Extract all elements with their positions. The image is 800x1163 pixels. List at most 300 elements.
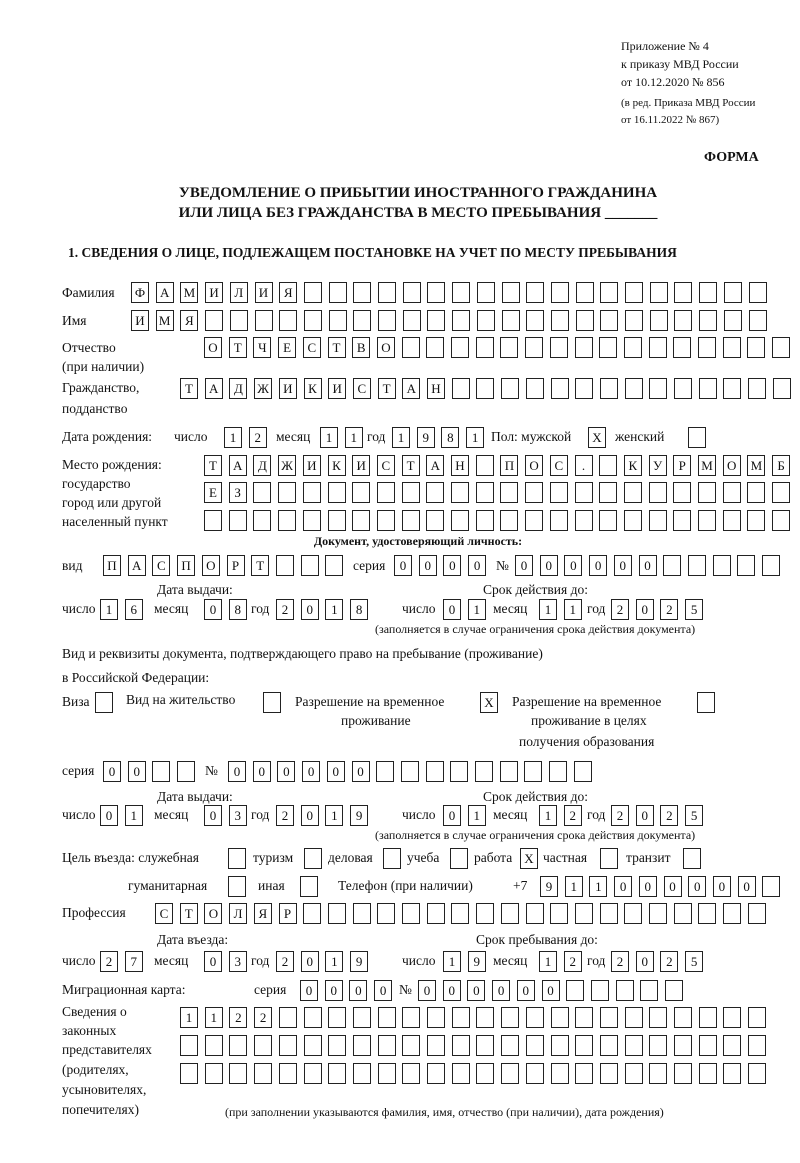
reps-2-cell[interactable]	[254, 1035, 272, 1056]
stay-series-cell[interactable]: 0	[128, 761, 146, 782]
citizenship-cell[interactable]: А	[205, 378, 223, 399]
profession-cell[interactable]	[526, 903, 544, 924]
surname-cell[interactable]	[477, 282, 495, 303]
reps-3-cell[interactable]	[402, 1063, 420, 1084]
birth-place-2-cell[interactable]	[673, 482, 691, 503]
mc-number-cell[interactable]: 0	[492, 980, 510, 1001]
patronymic-cell[interactable]	[550, 337, 568, 358]
id-number-cell[interactable]: 0	[564, 555, 582, 576]
birth-place-2-cell[interactable]	[451, 482, 469, 503]
reps-2-cell[interactable]	[304, 1035, 322, 1056]
reps-1-cell[interactable]	[378, 1007, 396, 1028]
surname-cell[interactable]: А	[156, 282, 174, 303]
mc-series-cell[interactable]: 0	[374, 980, 392, 1001]
birth-place-3-cell[interactable]	[426, 510, 444, 531]
name-cell[interactable]	[279, 310, 297, 331]
entry-day-cell[interactable]: 2	[100, 951, 118, 972]
profession-cell[interactable]: О	[204, 903, 222, 924]
id-valid-day-cell[interactable]: 0	[443, 599, 461, 620]
stay-number-cell[interactable]: 0	[352, 761, 370, 782]
sex-male-checkbox[interactable]: X	[588, 427, 606, 448]
reps-1-cell[interactable]	[575, 1007, 593, 1028]
patronymic-cell[interactable]: О	[377, 337, 395, 358]
reps-2-cell[interactable]	[205, 1035, 223, 1056]
surname-cell[interactable]	[576, 282, 594, 303]
stay-number-cell[interactable]	[475, 761, 493, 782]
patronymic-cell[interactable]: О	[204, 337, 222, 358]
stay-number-cell[interactable]	[401, 761, 419, 782]
birth-place-1-cell[interactable]: С	[377, 455, 395, 476]
phone-cell[interactable]	[762, 876, 780, 897]
profession-cell[interactable]	[600, 903, 618, 924]
birth-place-3-cell[interactable]	[352, 510, 370, 531]
birth-place-1-cell[interactable]: .	[575, 455, 593, 476]
patronymic-cell[interactable]	[698, 337, 716, 358]
patronymic-cell[interactable]: С	[303, 337, 321, 358]
reps-3-cell[interactable]	[699, 1063, 717, 1084]
reps-3-cell[interactable]	[575, 1063, 593, 1084]
reps-2-cell[interactable]	[427, 1035, 445, 1056]
reps-3-cell[interactable]	[205, 1063, 223, 1084]
id-number-cell[interactable]: 0	[515, 555, 533, 576]
name-cell[interactable]	[625, 310, 643, 331]
id-valid-year-cell[interactable]: 0	[636, 599, 654, 620]
citizenship-cell[interactable]: К	[304, 378, 322, 399]
id-series-cell[interactable]: 0	[468, 555, 486, 576]
purpose-business-checkbox[interactable]	[383, 848, 401, 869]
patronymic-cell[interactable]	[747, 337, 765, 358]
reps-1-cell[interactable]	[279, 1007, 297, 1028]
birth-place-3-cell[interactable]	[229, 510, 247, 531]
name-cell[interactable]	[699, 310, 717, 331]
reps-3-cell[interactable]	[649, 1063, 667, 1084]
patronymic-cell[interactable]	[772, 337, 790, 358]
id-issue-year-cell[interactable]: 0	[301, 599, 319, 620]
entry-year-cell[interactable]: 9	[350, 951, 368, 972]
citizenship-cell[interactable]: А	[402, 378, 420, 399]
stay-number-cell[interactable]	[500, 761, 518, 782]
id-number-cell[interactable]	[663, 555, 681, 576]
phone-cell[interactable]: 0	[713, 876, 731, 897]
id-kind-cell[interactable]: А	[128, 555, 146, 576]
birth-place-1-cell[interactable]: Б	[772, 455, 790, 476]
stay-issue-year-cell[interactable]: 9	[350, 805, 368, 826]
citizenship-cell[interactable]	[575, 378, 593, 399]
mc-number-cell[interactable]: 0	[542, 980, 560, 1001]
entry-month-cell[interactable]: 3	[229, 951, 247, 972]
stay-issue-year-cell[interactable]: 0	[301, 805, 319, 826]
surname-cell[interactable]	[329, 282, 347, 303]
id-issue-month-cell[interactable]: 8	[229, 599, 247, 620]
reps-1-cell[interactable]	[649, 1007, 667, 1028]
id-issue-month-cell[interactable]: 0	[204, 599, 222, 620]
citizenship-cell[interactable]: Ж	[254, 378, 272, 399]
stay-valid-year-cell[interactable]: 5	[685, 805, 703, 826]
mc-number-cell[interactable]	[665, 980, 683, 1001]
id-issue-day-cell[interactable]: 1	[100, 599, 118, 620]
profession-cell[interactable]	[674, 903, 692, 924]
profession-cell[interactable]	[550, 903, 568, 924]
surname-cell[interactable]	[600, 282, 618, 303]
reps-3-cell[interactable]	[229, 1063, 247, 1084]
surname-cell[interactable]	[650, 282, 668, 303]
citizenship-cell[interactable]	[551, 378, 569, 399]
reps-2-cell[interactable]	[526, 1035, 544, 1056]
id-valid-month-cell[interactable]: 1	[539, 599, 557, 620]
birth-place-1-cell[interactable]: М	[747, 455, 765, 476]
birth-place-1-cell[interactable]: И	[303, 455, 321, 476]
mc-number-cell[interactable]: 0	[467, 980, 485, 1001]
citizenship-cell[interactable]	[476, 378, 494, 399]
reps-1-cell[interactable]	[402, 1007, 420, 1028]
entry-year-cell[interactable]: 0	[301, 951, 319, 972]
birth-place-2-cell[interactable]	[525, 482, 543, 503]
stay-series-cell[interactable]: 0	[103, 761, 121, 782]
name-cell[interactable]	[255, 310, 273, 331]
surname-cell[interactable]: М	[180, 282, 198, 303]
stay-valid-month-cell[interactable]: 2	[564, 805, 582, 826]
profession-cell[interactable]	[575, 903, 593, 924]
birth-place-3-cell[interactable]	[649, 510, 667, 531]
surname-cell[interactable]	[452, 282, 470, 303]
birth-place-1-cell[interactable]	[599, 455, 617, 476]
reps-3-cell[interactable]	[452, 1063, 470, 1084]
purpose-work-checkbox[interactable]: X	[520, 848, 538, 869]
profession-cell[interactable]	[698, 903, 716, 924]
birth-place-1-cell[interactable]: С	[550, 455, 568, 476]
birth-place-2-cell[interactable]	[426, 482, 444, 503]
name-cell[interactable]	[304, 310, 322, 331]
birth-place-3-cell[interactable]	[550, 510, 568, 531]
stay-issue-day-cell[interactable]: 1	[125, 805, 143, 826]
reps-2-cell[interactable]	[674, 1035, 692, 1056]
birth-place-1-cell[interactable]: Т	[204, 455, 222, 476]
name-cell[interactable]	[724, 310, 742, 331]
reps-3-cell[interactable]	[328, 1063, 346, 1084]
birth-place-3-cell[interactable]	[698, 510, 716, 531]
reps-2-cell[interactable]	[279, 1035, 297, 1056]
patronymic-cell[interactable]	[451, 337, 469, 358]
stay-number-cell[interactable]	[376, 761, 394, 782]
name-cell[interactable]	[427, 310, 445, 331]
profession-cell[interactable]	[402, 903, 420, 924]
stay-until-year-cell[interactable]: 2	[611, 951, 629, 972]
reps-3-cell[interactable]	[427, 1063, 445, 1084]
birth-place-3-cell[interactable]	[303, 510, 321, 531]
reps-3-cell[interactable]	[600, 1063, 618, 1084]
profession-cell[interactable]: С	[155, 903, 173, 924]
birth-place-1-cell[interactable]: П	[500, 455, 518, 476]
stay-valid-day-cell[interactable]: 0	[443, 805, 461, 826]
mc-series-cell[interactable]: 0	[349, 980, 367, 1001]
birth-place-2-cell[interactable]	[352, 482, 370, 503]
reps-2-cell[interactable]	[229, 1035, 247, 1056]
reps-1-cell[interactable]	[699, 1007, 717, 1028]
reps-1-cell[interactable]: 1	[180, 1007, 198, 1028]
id-number-cell[interactable]	[762, 555, 780, 576]
birth-place-3-cell[interactable]	[575, 510, 593, 531]
profession-cell[interactable]: Т	[180, 903, 198, 924]
birth-place-1-cell[interactable]: О	[525, 455, 543, 476]
reps-1-cell[interactable]	[723, 1007, 741, 1028]
birth-place-2-cell[interactable]	[303, 482, 321, 503]
reps-1-cell[interactable]	[328, 1007, 346, 1028]
birth-place-1-cell[interactable]: У	[649, 455, 667, 476]
citizenship-cell[interactable]: Т	[378, 378, 396, 399]
mc-number-cell[interactable]: 0	[443, 980, 461, 1001]
purpose-tourism-checkbox[interactable]	[304, 848, 322, 869]
birth-place-1-cell[interactable]: Д	[253, 455, 271, 476]
profession-cell[interactable]	[328, 903, 346, 924]
id-number-cell[interactable]	[688, 555, 706, 576]
reps-1-cell[interactable]	[674, 1007, 692, 1028]
reps-2-cell[interactable]	[378, 1035, 396, 1056]
birth-place-2-cell[interactable]: З	[229, 482, 247, 503]
citizenship-cell[interactable]	[748, 378, 766, 399]
name-cell[interactable]: И	[131, 310, 149, 331]
stay-number-cell[interactable]	[426, 761, 444, 782]
stay-residence-checkbox[interactable]	[263, 692, 281, 713]
name-cell[interactable]	[749, 310, 767, 331]
name-cell[interactable]	[551, 310, 569, 331]
birth-place-1-cell[interactable]: К	[624, 455, 642, 476]
name-cell[interactable]	[674, 310, 692, 331]
name-cell[interactable]: М	[156, 310, 174, 331]
reps-2-cell[interactable]	[402, 1035, 420, 1056]
birth-month-cell[interactable]: 1	[320, 427, 338, 448]
birth-day-cell[interactable]: 2	[249, 427, 267, 448]
phone-cell[interactable]: 0	[738, 876, 756, 897]
birth-place-3-cell[interactable]	[476, 510, 494, 531]
citizenship-cell[interactable]	[773, 378, 791, 399]
reps-1-cell[interactable]	[600, 1007, 618, 1028]
surname-cell[interactable]	[749, 282, 767, 303]
reps-2-cell[interactable]	[328, 1035, 346, 1056]
id-number-cell[interactable]: 0	[614, 555, 632, 576]
patronymic-cell[interactable]: Т	[328, 337, 346, 358]
id-kind-cell[interactable]: С	[152, 555, 170, 576]
id-valid-year-cell[interactable]: 5	[685, 599, 703, 620]
name-cell[interactable]: Я	[180, 310, 198, 331]
citizenship-cell[interactable]	[452, 378, 470, 399]
citizenship-cell[interactable]	[526, 378, 544, 399]
patronymic-cell[interactable]	[426, 337, 444, 358]
profession-cell[interactable]	[748, 903, 766, 924]
entry-month-cell[interactable]: 0	[204, 951, 222, 972]
stay-number-cell[interactable]: 0	[228, 761, 246, 782]
stay-series-cell[interactable]	[177, 761, 195, 782]
reps-3-cell[interactable]	[304, 1063, 322, 1084]
surname-cell[interactable]	[724, 282, 742, 303]
profession-cell[interactable]	[451, 903, 469, 924]
reps-3-cell[interactable]	[501, 1063, 519, 1084]
stay-number-cell[interactable]	[549, 761, 567, 782]
reps-3-cell[interactable]	[748, 1063, 766, 1084]
birth-place-1-cell[interactable]: И	[352, 455, 370, 476]
reps-2-cell[interactable]	[723, 1035, 741, 1056]
reps-2-cell[interactable]	[600, 1035, 618, 1056]
purpose-private-checkbox[interactable]	[600, 848, 618, 869]
birth-place-3-cell[interactable]	[599, 510, 617, 531]
surname-cell[interactable]	[378, 282, 396, 303]
profession-cell[interactable]	[723, 903, 741, 924]
stay-number-cell[interactable]: 0	[302, 761, 320, 782]
birth-place-2-cell[interactable]	[278, 482, 296, 503]
stay-number-cell[interactable]	[450, 761, 468, 782]
id-valid-year-cell[interactable]: 2	[611, 599, 629, 620]
mc-number-cell[interactable]	[616, 980, 634, 1001]
mc-number-cell[interactable]	[640, 980, 658, 1001]
birth-place-1-cell[interactable]: М	[698, 455, 716, 476]
profession-cell[interactable]	[303, 903, 321, 924]
id-issue-year-cell[interactable]: 1	[325, 599, 343, 620]
reps-1-cell[interactable]	[526, 1007, 544, 1028]
citizenship-cell[interactable]: И	[328, 378, 346, 399]
patronymic-cell[interactable]	[402, 337, 420, 358]
surname-cell[interactable]	[304, 282, 322, 303]
name-cell[interactable]	[205, 310, 223, 331]
purpose-other-checkbox[interactable]	[300, 876, 318, 897]
reps-1-cell[interactable]	[551, 1007, 569, 1028]
reps-2-cell[interactable]	[353, 1035, 371, 1056]
reps-3-cell[interactable]	[526, 1063, 544, 1084]
stay-valid-year-cell[interactable]: 2	[660, 805, 678, 826]
mc-number-cell[interactable]	[591, 980, 609, 1001]
profession-cell[interactable]	[624, 903, 642, 924]
reps-1-cell[interactable]: 2	[229, 1007, 247, 1028]
profession-cell[interactable]	[427, 903, 445, 924]
reps-3-cell[interactable]	[551, 1063, 569, 1084]
phone-cell[interactable]: 9	[540, 876, 558, 897]
reps-3-cell[interactable]	[254, 1063, 272, 1084]
reps-2-cell[interactable]	[625, 1035, 643, 1056]
stay-number-cell[interactable]: 0	[253, 761, 271, 782]
profession-cell[interactable]	[476, 903, 494, 924]
citizenship-cell[interactable]	[625, 378, 643, 399]
stay-until-year-cell[interactable]: 5	[685, 951, 703, 972]
stay-issue-month-cell[interactable]: 3	[229, 805, 247, 826]
surname-cell[interactable]	[526, 282, 544, 303]
reps-3-cell[interactable]	[625, 1063, 643, 1084]
stay-valid-year-cell[interactable]: 0	[636, 805, 654, 826]
entry-year-cell[interactable]: 2	[276, 951, 294, 972]
profession-cell[interactable]: Я	[254, 903, 272, 924]
reps-1-cell[interactable]	[452, 1007, 470, 1028]
mc-number-cell[interactable]	[566, 980, 584, 1001]
name-cell[interactable]	[576, 310, 594, 331]
citizenship-cell[interactable]: И	[279, 378, 297, 399]
id-valid-month-cell[interactable]: 1	[564, 599, 582, 620]
id-issue-year-cell[interactable]: 8	[350, 599, 368, 620]
id-kind-cell[interactable]: Р	[227, 555, 245, 576]
birth-place-2-cell[interactable]	[772, 482, 790, 503]
birth-place-2-cell[interactable]	[624, 482, 642, 503]
reps-1-cell[interactable]	[625, 1007, 643, 1028]
id-kind-cell[interactable]	[301, 555, 319, 576]
name-cell[interactable]	[403, 310, 421, 331]
stay-trp-edu-checkbox[interactable]	[697, 692, 715, 713]
stay-issue-day-cell[interactable]: 0	[100, 805, 118, 826]
profession-cell[interactable]: Л	[229, 903, 247, 924]
surname-cell[interactable]	[625, 282, 643, 303]
stay-until-day-cell[interactable]: 9	[468, 951, 486, 972]
birth-place-3-cell[interactable]	[204, 510, 222, 531]
birth-year-cell[interactable]: 9	[417, 427, 435, 448]
reps-2-cell[interactable]	[699, 1035, 717, 1056]
id-kind-cell[interactable]: П	[103, 555, 121, 576]
birth-place-2-cell[interactable]	[550, 482, 568, 503]
patronymic-cell[interactable]: Т	[229, 337, 247, 358]
phone-cell[interactable]: 1	[565, 876, 583, 897]
name-cell[interactable]	[452, 310, 470, 331]
reps-3-cell[interactable]	[378, 1063, 396, 1084]
reps-2-cell[interactable]	[501, 1035, 519, 1056]
id-kind-cell[interactable]	[325, 555, 343, 576]
stay-number-cell[interactable]: 0	[277, 761, 295, 782]
birth-month-cell[interactable]: 1	[345, 427, 363, 448]
patronymic-cell[interactable]	[649, 337, 667, 358]
birth-place-1-cell[interactable]: Н	[451, 455, 469, 476]
citizenship-cell[interactable]	[649, 378, 667, 399]
sex-female-checkbox[interactable]	[688, 427, 706, 448]
stay-number-cell[interactable]: 0	[327, 761, 345, 782]
reps-1-cell[interactable]: 1	[205, 1007, 223, 1028]
id-series-cell[interactable]: 0	[419, 555, 437, 576]
id-series-cell[interactable]: 0	[443, 555, 461, 576]
birth-place-2-cell[interactable]	[500, 482, 518, 503]
surname-cell[interactable]: Л	[230, 282, 248, 303]
birth-place-3-cell[interactable]	[402, 510, 420, 531]
patronymic-cell[interactable]	[624, 337, 642, 358]
id-kind-cell[interactable]: П	[177, 555, 195, 576]
id-number-cell[interactable]	[737, 555, 755, 576]
birth-place-3-cell[interactable]	[772, 510, 790, 531]
name-cell[interactable]	[477, 310, 495, 331]
stay-series-cell[interactable]	[152, 761, 170, 782]
birth-place-3-cell[interactable]	[673, 510, 691, 531]
stay-until-year-cell[interactable]: 2	[660, 951, 678, 972]
surname-cell[interactable]	[699, 282, 717, 303]
birth-place-3-cell[interactable]	[525, 510, 543, 531]
patronymic-cell[interactable]: В	[352, 337, 370, 358]
stay-until-day-cell[interactable]: 1	[443, 951, 461, 972]
id-kind-cell[interactable]	[276, 555, 294, 576]
reps-1-cell[interactable]	[501, 1007, 519, 1028]
stay-valid-year-cell[interactable]: 2	[611, 805, 629, 826]
reps-2-cell[interactable]	[551, 1035, 569, 1056]
birth-place-2-cell[interactable]	[599, 482, 617, 503]
id-series-cell[interactable]: 0	[394, 555, 412, 576]
patronymic-cell[interactable]	[500, 337, 518, 358]
id-number-cell[interactable]	[713, 555, 731, 576]
birth-place-2-cell[interactable]	[575, 482, 593, 503]
stay-until-month-cell[interactable]: 1	[539, 951, 557, 972]
birth-place-1-cell[interactable]: Р	[673, 455, 691, 476]
citizenship-cell[interactable]: Д	[229, 378, 247, 399]
surname-cell[interactable]	[353, 282, 371, 303]
birth-place-2-cell[interactable]	[402, 482, 420, 503]
phone-cell[interactable]: 0	[639, 876, 657, 897]
surname-cell[interactable]: И	[255, 282, 273, 303]
id-number-cell[interactable]: 0	[589, 555, 607, 576]
mc-series-cell[interactable]: 0	[300, 980, 318, 1001]
birth-place-1-cell[interactable]: Ж	[278, 455, 296, 476]
reps-1-cell[interactable]	[353, 1007, 371, 1028]
mc-number-cell[interactable]: 0	[517, 980, 535, 1001]
surname-cell[interactable]: Ф	[131, 282, 149, 303]
citizenship-cell[interactable]	[723, 378, 741, 399]
birth-place-2-cell[interactable]	[698, 482, 716, 503]
